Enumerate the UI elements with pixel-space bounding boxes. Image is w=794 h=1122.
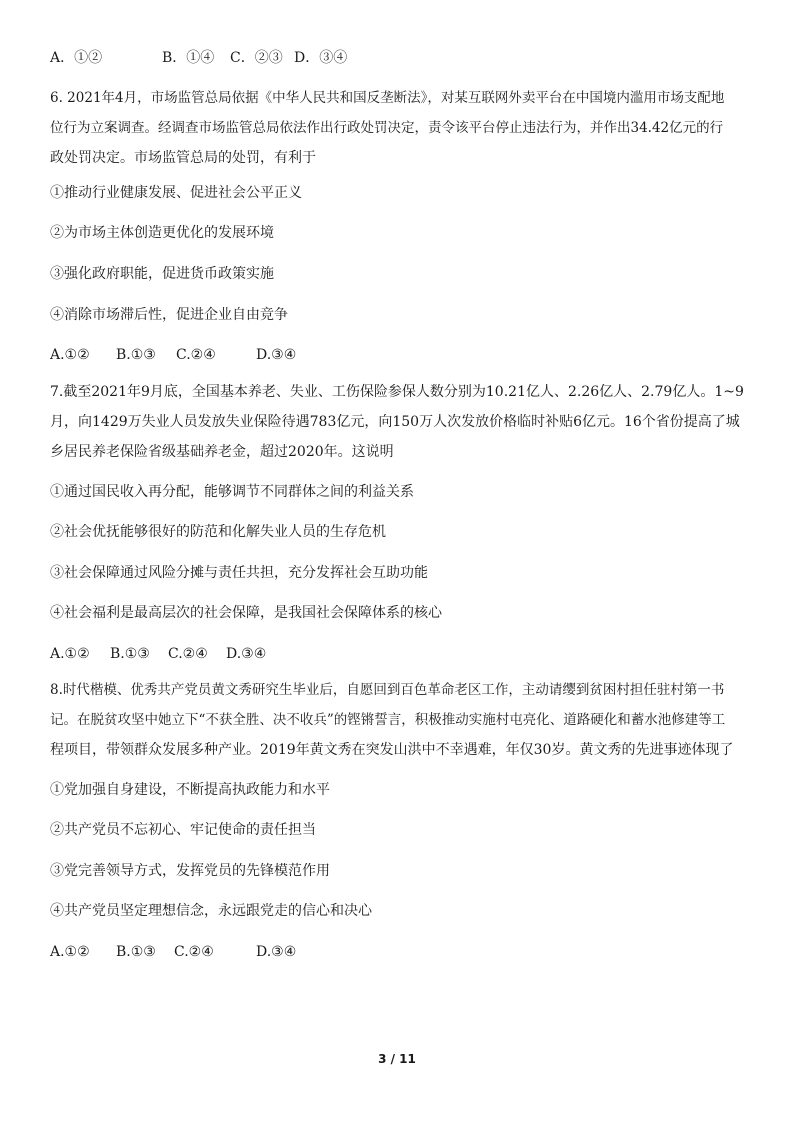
q6-stem-line-3: 政处罚决定。市场监管总局的处罚，有利于 <box>50 150 316 166</box>
q8-stem-line-3: 程项目，带领群众发展多种产业。2019年黄文秀在突发山洪中不幸遇难，年仅30岁。黄文秀的先进事迹体现了 <box>50 742 734 758</box>
q6-item-2: ②为市场主体创造更优化的发展环境 <box>50 225 274 241</box>
q5-option-c: C．②③ <box>230 50 283 66</box>
q8-item-3: ③党完善领导方式，发挥党员的先锋模范作用 <box>50 863 330 879</box>
q7-options <box>50 644 266 664</box>
q8-option-b: B.①③ <box>116 944 156 960</box>
q6-option-b: B.①③ <box>116 347 156 363</box>
q8-option-d: D.③④ <box>256 944 297 960</box>
q6-item-3: ③强化政府职能，促进货币政策实施 <box>50 266 274 282</box>
page-number: 3 / 11 <box>378 1052 416 1066</box>
q7-item-4: ④社会福利是最高层次的社会保障，是我国社会保障体系的核心 <box>50 605 442 621</box>
q6-item-1: ①推动行业健康发展、促进社会公平正义 <box>50 185 302 201</box>
q8-option-c: C.②④ <box>174 944 214 960</box>
q6-stem-line-1: 6. 2021年4月，市场监管总局依据《中华人民共和国反垄断法》，对某互联网外卖平台在中国境内滥用市场支配地 <box>50 90 725 106</box>
q8-option-a: A.①② <box>50 944 90 960</box>
q6-stem-line-2: 位行为立案调查。经调查市场监管总局依法作出行政处罚决定，责令该平台停止违法行为，并作出34.42亿元的行 <box>50 120 724 136</box>
q7-item-2: ②社会优抚能够很好的防范和化解失业人员的生存危机 <box>50 524 386 540</box>
q5-option-d: D．③④ <box>294 50 348 66</box>
q7-stem-line-2: 月，向1429万失业人员发放失业保险待遇783亿元，向150万人次发放价格临时补贴6亿元。16个省份提高了城 <box>50 414 740 430</box>
q7-item-1: ①通过国民收入再分配，能够调节不同群体之间的利益关系 <box>50 484 414 500</box>
q7-option-a: A.①② <box>50 646 90 662</box>
q7-option-c: C.②④ <box>168 646 208 662</box>
q7-item-3: ③社会保障通过风险分摊与责任共担，充分发挥社会互助功能 <box>50 565 428 581</box>
q7-option-b: B.①③ <box>110 646 150 662</box>
q8-options <box>50 942 296 962</box>
q7-option-d: D.③④ <box>226 646 267 662</box>
q6-option-c: C.②④ <box>176 347 216 363</box>
q8-item-1: ①党加强自身建设，不断提高执政能力和水平 <box>50 782 330 798</box>
q6-option-d: D.③④ <box>256 347 297 363</box>
q8-stem-line-2: 记。在脱贫攻坚中她立下“不获全胜、决不收兵”的铿锵誓言，积极推动实施村屯亮化、道路硬化和蓄水池修建等工 <box>50 712 726 728</box>
q6-options <box>50 345 296 365</box>
q6-item-4: ④消除市场滞后性，促进企业自由竞争 <box>50 307 288 323</box>
q5-options <box>50 48 347 68</box>
q8-stem-line-1: 8.时代楷模、优秀共产党员黄文秀研究生毕业后，自愿回到百色革命老区工作，主动请缨到贫困村担任驻村第一书 <box>50 682 725 698</box>
q8-item-2: ②共产党员不忘初心、牢记使命的责任担当 <box>50 822 316 838</box>
q7-stem-line-3: 乡居民养老保险省级基础养老金，超过2020年。这说明 <box>50 444 394 460</box>
q8-item-4: ④共产党员坚定理想信念，永远跟党走的信心和决心 <box>50 903 372 919</box>
q7-stem-line-1: 7.截至2021年9月底，全国基本养老、失业、工伤保险参保人数分别为10.21亿人、2.26亿人、2.79亿人。1~9 <box>50 384 744 400</box>
q6-option-a: A.①② <box>50 347 90 363</box>
q5-option-b: B．①④ <box>162 50 215 66</box>
q5-option-a: A．①② <box>50 50 103 66</box>
